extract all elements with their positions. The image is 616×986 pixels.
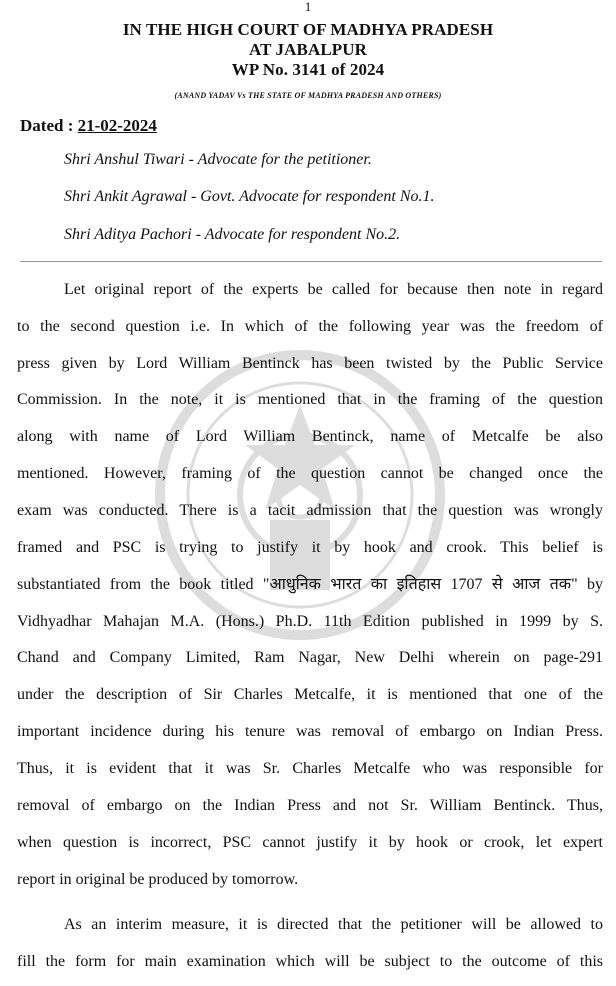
court-name: IN THE HIGH COURT OF MADHYA PRADESH: [122, 20, 494, 39]
body-line: Vidhyadhar Mahajan M.A. (Hons.) Ph.D. 11th Edition published in 1999 by S.: [17, 613, 603, 630]
body-line: removal of embargo on the Indian Press and not Sr. William Bentinck. Thus,: [17, 797, 603, 814]
body-line: report in original be produced by tomorrow.: [17, 871, 299, 888]
case-number: WP No. 3141 of 2024: [231, 60, 385, 79]
counsel-respondent-1: Shri Ankit Agrawal - Govt. Advocate for respondent No.1.: [64, 188, 435, 205]
dated-label: Dated :: [20, 116, 78, 135]
divider-line: [20, 261, 602, 262]
counsel-respondent-2: Shri Aditya Pachori - Advocate for respondent No.2.: [64, 226, 401, 243]
body-line: Commission. In the note, it is mentioned that in the framing of the question: [17, 391, 603, 408]
court-heading: [0, 20, 616, 80]
body-line: As an interim measure, it is directed that the petitioner will be allowed to: [64, 916, 603, 933]
body-line: substantiated from the book titled "आधुनिक भारत का इतिहास 1707 से आज तक" by: [17, 576, 603, 593]
body-line: under the description of Sir Charles Metcalfe, it is mentioned that one of the: [17, 686, 603, 703]
body-line: fill the form for main examination which will be subject to the outcome of this: [17, 953, 603, 970]
counsel-petitioner: Shri Anshul Tiwari - Advocate for the petitioner.: [64, 151, 372, 168]
body-line: to the second question i.e. In which of the following year was the freedom of: [17, 318, 603, 335]
body-line: Thus, it is evident that it was Sr. Charles Metcalfe who was responsible for: [17, 760, 603, 777]
order-date: [20, 116, 157, 136]
body-line: Chand and Company Limited, Ram Nagar, New Delhi wherein on page-291: [17, 649, 603, 666]
body-line: when question is incorrect, PSC cannot justify it by hook or crook, let expert: [17, 834, 603, 851]
court-bench: AT JABALPUR: [248, 40, 368, 59]
body-line: along with name of Lord William Bentinck, name of Metcalfe be also: [17, 428, 603, 445]
body-line: Let original report of the experts be called for because then note in regard: [64, 281, 603, 298]
body-line: mentioned. However, framing of the question cannot be changed once the: [17, 465, 603, 482]
case-parties: (ANAND YADAV Vs THE STATE OF MADHYA PRADESH AND OTHERS): [174, 91, 442, 100]
body-line: exam was conducted. There is a tacit admission that the question was wrongly: [17, 502, 603, 519]
body-line: framed and PSC is trying to justify it by hook and crook. This belief is: [17, 539, 603, 556]
dated-value: 21-02-2024: [77, 116, 157, 135]
page-number: 1: [304, 0, 312, 14]
body-line: important incidence during his tenure was removal of embargo on Indian Press.: [17, 723, 603, 740]
court-emblem-watermark: [150, 345, 450, 645]
body-line: press given by Lord William Bentinck has been twisted by the Public Service: [17, 355, 603, 372]
